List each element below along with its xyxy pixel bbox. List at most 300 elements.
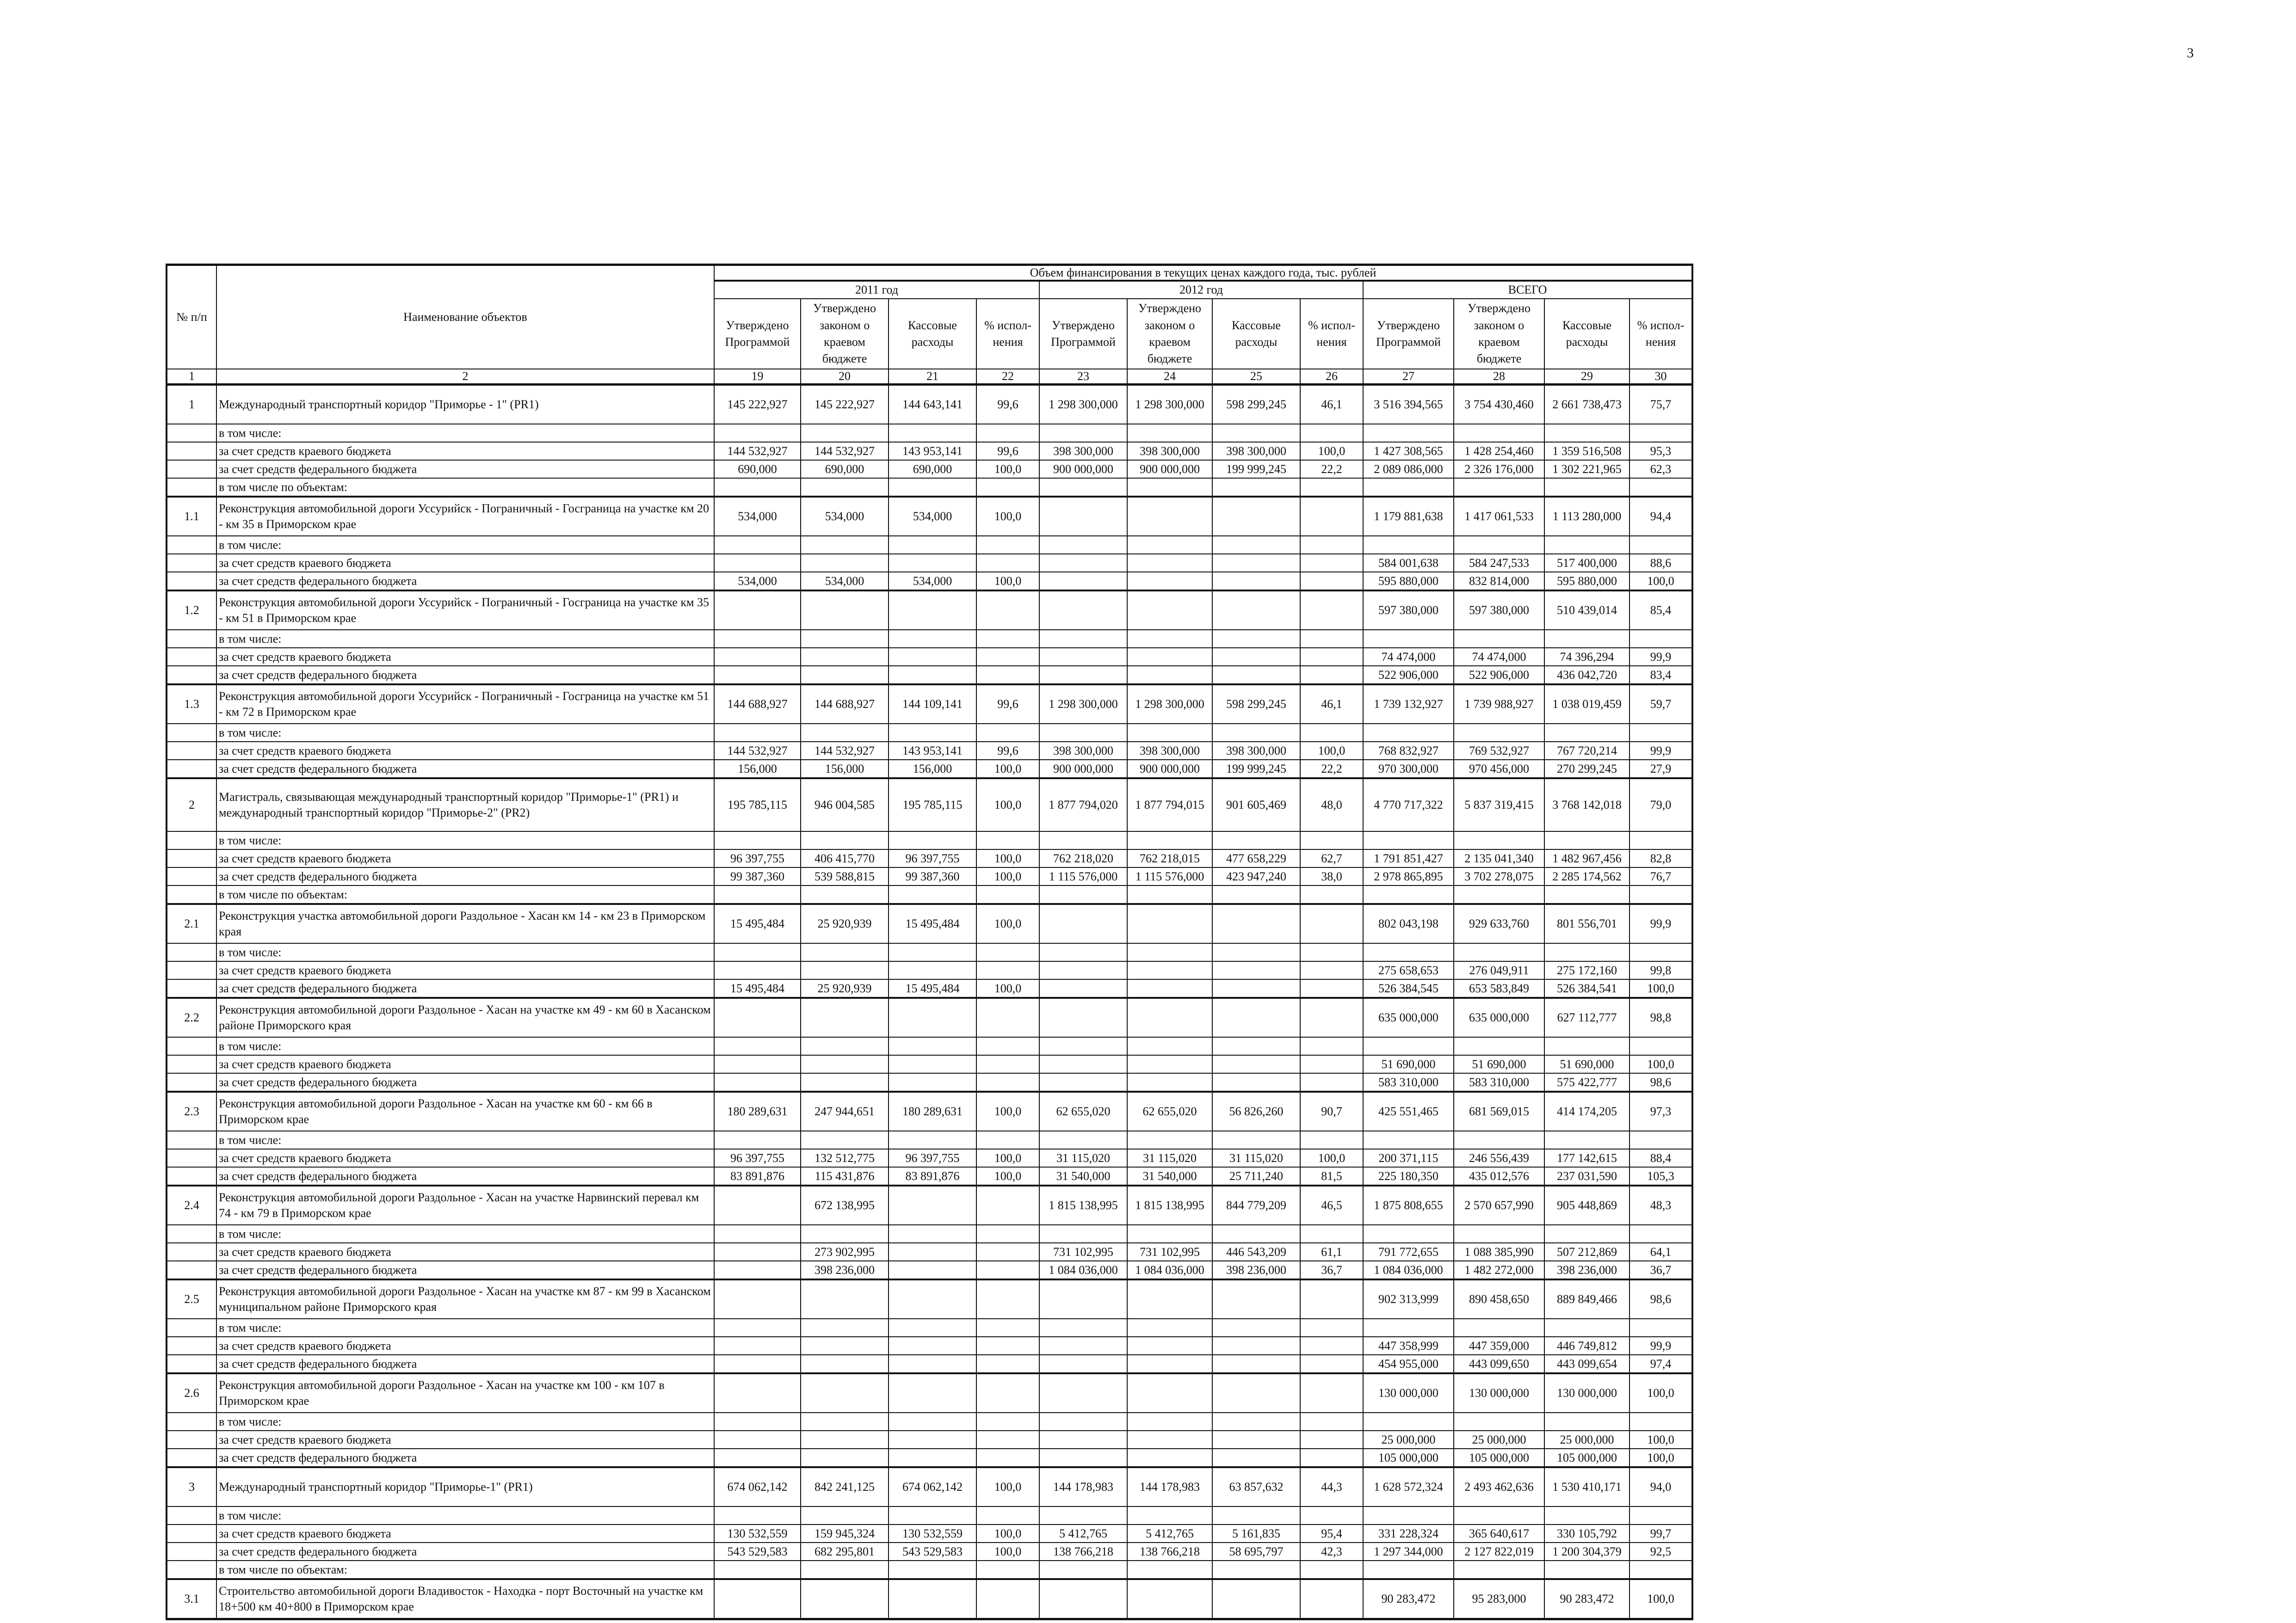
table-row (167, 590, 1692, 630)
value-cell-col-29: 237 031,590 (1544, 1167, 1629, 1186)
value-cell-col-23 (1039, 572, 1127, 590)
value-cell-col-20: 534,000 (801, 572, 889, 590)
value-cell-col-30: 27,9 (1629, 760, 1692, 778)
value-cell-col-29 (1544, 424, 1629, 442)
table-subrow (167, 1131, 1692, 1149)
value-cell-col-25 (1212, 831, 1300, 849)
value-cell-col-28: 435 012,576 (1454, 1167, 1544, 1186)
value-cell-col-25: 423 947,240 (1212, 867, 1300, 885)
value-cell-col-25 (1212, 536, 1300, 554)
value-cell-col-21: 180 289,631 (889, 1092, 976, 1131)
value-cell-col-28: 970 456,000 (1454, 760, 1544, 778)
value-cell-col-28 (1454, 1413, 1544, 1431)
value-cell-col-26 (1300, 885, 1363, 904)
object-name: за счет средств федерального бюджета (216, 867, 714, 885)
value-cell-col-28: 635 000,000 (1454, 998, 1544, 1037)
value-cell-col-30: 98,8 (1629, 998, 1692, 1037)
value-cell-col-26 (1300, 478, 1363, 497)
table-subrow (167, 867, 1692, 885)
value-cell-col-23 (1039, 1449, 1127, 1467)
value-cell-col-20: 672 138,995 (801, 1186, 889, 1225)
row-number: 1 (167, 385, 216, 424)
value-cell-col-30 (1629, 1319, 1692, 1337)
value-cell-col-24 (1127, 478, 1212, 497)
value-cell-col-21: 156,000 (889, 760, 976, 778)
value-cell-col-24: 398 300,000 (1127, 742, 1212, 760)
value-cell-col-23: 1 115 576,000 (1039, 867, 1127, 885)
value-cell-col-30 (1629, 1131, 1692, 1149)
value-cell-col-27: 425 551,465 (1363, 1092, 1454, 1131)
value-cell-col-30: 83,4 (1629, 666, 1692, 684)
value-cell-col-20 (801, 1579, 889, 1619)
value-cell-col-22 (976, 1561, 1039, 1579)
value-cell-col-24: 900 000,000 (1127, 460, 1212, 478)
value-cell-col-27: 1 791 851,427 (1363, 849, 1454, 867)
value-cell-col-30: 59,7 (1629, 684, 1692, 724)
value-cell-col-29: 177 142,615 (1544, 1149, 1629, 1167)
value-cell-col-20 (801, 1037, 889, 1055)
table-subrow (167, 943, 1692, 961)
value-cell-col-24: 900 000,000 (1127, 760, 1212, 778)
value-cell-col-30 (1629, 1561, 1692, 1579)
value-cell-col-30: 100,0 (1629, 1579, 1692, 1619)
value-cell-col-23 (1039, 1037, 1127, 1055)
value-cell-col-24 (1127, 943, 1212, 961)
row-number: 2.2 (167, 998, 216, 1037)
value-cell-col-30: 85,4 (1629, 590, 1692, 630)
value-cell-col-29 (1544, 630, 1629, 648)
value-cell-col-21 (889, 1243, 976, 1261)
value-cell-col-25 (1212, 904, 1300, 943)
row-number (167, 1355, 216, 1373)
value-cell-col-20: 115 431,876 (801, 1167, 889, 1186)
value-cell-col-24 (1127, 1561, 1212, 1579)
value-cell-col-25 (1212, 590, 1300, 630)
value-cell-col-25 (1212, 648, 1300, 666)
value-cell-col-27: 768 832,927 (1363, 742, 1454, 760)
value-cell-col-25 (1212, 666, 1300, 684)
value-cell-col-29 (1544, 724, 1629, 742)
subhead-percent-executed: % испол-нения (1629, 299, 1692, 369)
value-cell-col-30: 94,0 (1629, 1467, 1692, 1506)
value-cell-col-23: 398 300,000 (1039, 742, 1127, 760)
object-name: в том числе: (216, 1319, 714, 1337)
value-cell-col-23: 31 115,020 (1039, 1149, 1127, 1167)
value-cell-col-23 (1039, 590, 1127, 630)
value-cell-col-21 (889, 1337, 976, 1355)
value-cell-col-21: 15 495,484 (889, 979, 976, 998)
value-cell-col-20 (801, 1561, 889, 1579)
value-cell-col-20: 145 222,927 (801, 385, 889, 424)
value-cell-col-21: 15 495,484 (889, 904, 976, 943)
value-cell-col-27 (1363, 724, 1454, 742)
value-cell-col-26: 61,1 (1300, 1243, 1363, 1261)
value-cell-col-24 (1127, 497, 1212, 536)
value-cell-col-26 (1300, 424, 1363, 442)
header-col-num: № п/п (167, 265, 216, 369)
value-cell-col-28 (1454, 1037, 1544, 1055)
value-cell-col-29 (1544, 1225, 1629, 1243)
value-cell-col-20 (801, 1373, 889, 1413)
value-cell-col-19 (714, 1355, 801, 1373)
object-name: за счет средств краевого бюджета (216, 1055, 714, 1073)
value-cell-col-21: 144 109,141 (889, 684, 976, 724)
row-number: 2.4 (167, 1186, 216, 1225)
value-cell-col-27 (1363, 1506, 1454, 1525)
row-number (167, 554, 216, 572)
financing-table (166, 264, 1693, 1620)
value-cell-col-28: 2 135 041,340 (1454, 849, 1544, 867)
row-number (167, 867, 216, 885)
column-number: 27 (1363, 369, 1454, 385)
value-cell-col-25 (1212, 497, 1300, 536)
value-cell-col-28 (1454, 536, 1544, 554)
value-cell-col-24 (1127, 1355, 1212, 1373)
value-cell-col-25: 199 999,245 (1212, 760, 1300, 778)
object-name: за счет средств краевого бюджета (216, 648, 714, 666)
value-cell-col-22: 100,0 (976, 760, 1039, 778)
value-cell-col-20 (801, 1413, 889, 1431)
value-cell-col-25 (1212, 1037, 1300, 1055)
value-cell-col-23 (1039, 1579, 1127, 1619)
value-cell-col-25: 31 115,020 (1212, 1149, 1300, 1167)
value-cell-col-29 (1544, 478, 1629, 497)
row-number (167, 1449, 216, 1467)
value-cell-col-20 (801, 1319, 889, 1337)
table-row (167, 1373, 1692, 1413)
value-cell-col-27: 1 084 036,000 (1363, 1261, 1454, 1279)
value-cell-col-20 (801, 943, 889, 961)
value-cell-col-28: 583 310,000 (1454, 1073, 1544, 1092)
value-cell-col-25 (1212, 724, 1300, 742)
row-number (167, 1561, 216, 1579)
row-number (167, 1167, 216, 1186)
value-cell-col-21 (889, 1373, 976, 1413)
value-cell-col-26 (1300, 1337, 1363, 1355)
value-cell-col-27: 2 978 865,895 (1363, 867, 1454, 885)
value-cell-col-25 (1212, 1561, 1300, 1579)
table-subrow (167, 1037, 1692, 1055)
value-cell-col-30: 62,3 (1629, 460, 1692, 478)
table-subrow (167, 1337, 1692, 1355)
object-name: Международный транспортный коридор "Приморье-1" (PR1) (216, 1467, 714, 1506)
object-name: Международный транспортный коридор "Приморье - 1" (PR1) (216, 385, 714, 424)
value-cell-col-21 (889, 1225, 976, 1243)
value-cell-col-29: 436 042,720 (1544, 666, 1629, 684)
value-cell-col-27: 200 371,115 (1363, 1149, 1454, 1167)
row-number (167, 630, 216, 648)
row-number: 1.1 (167, 497, 216, 536)
value-cell-col-22: 100,0 (976, 1167, 1039, 1186)
row-number (167, 742, 216, 760)
table-row (167, 1467, 1692, 1506)
value-cell-col-22 (976, 885, 1039, 904)
value-cell-col-26 (1300, 1413, 1363, 1431)
value-cell-col-24 (1127, 1337, 1212, 1355)
object-name: в том числе: (216, 630, 714, 648)
header-col-name: Наименование объектов (216, 265, 714, 369)
value-cell-col-29: 801 556,701 (1544, 904, 1629, 943)
value-cell-col-23: 31 540,000 (1039, 1167, 1127, 1186)
object-name: за счет средств федерального бюджета (216, 572, 714, 590)
object-name: за счет средств краевого бюджета (216, 849, 714, 867)
value-cell-col-28: 2 127 822,019 (1454, 1543, 1544, 1561)
value-cell-col-27 (1363, 1037, 1454, 1055)
value-cell-col-22: 99,6 (976, 742, 1039, 760)
table-subrow (167, 961, 1692, 979)
value-cell-col-30 (1629, 943, 1692, 961)
value-cell-col-19 (714, 961, 801, 979)
value-cell-col-24: 1 877 794,015 (1127, 778, 1212, 831)
value-cell-col-30: 48,3 (1629, 1186, 1692, 1225)
row-number (167, 572, 216, 590)
value-cell-col-26 (1300, 904, 1363, 943)
value-cell-col-20: 842 241,125 (801, 1467, 889, 1506)
table-row (167, 1092, 1692, 1131)
object-name: за счет средств федерального бюджета (216, 1167, 714, 1186)
value-cell-col-22: 100,0 (976, 867, 1039, 885)
value-cell-col-19 (714, 1055, 801, 1073)
row-number (167, 885, 216, 904)
value-cell-col-25: 5 161,835 (1212, 1525, 1300, 1543)
object-name: Реконструкция автомобильной дороги Уссурийск - Пограничный - Госграница на участке км 35 - км 51 в Приморском крае (216, 590, 714, 630)
value-cell-col-30: 100,0 (1629, 1431, 1692, 1449)
value-cell-col-24: 1 115 576,000 (1127, 867, 1212, 885)
value-cell-col-25 (1212, 572, 1300, 590)
value-cell-col-25 (1212, 979, 1300, 998)
value-cell-col-27 (1363, 424, 1454, 442)
value-cell-col-23 (1039, 424, 1127, 442)
value-cell-col-30: 95,3 (1629, 442, 1692, 460)
subhead-approved-law: Утверждено законом о краевом бюджете (801, 299, 889, 369)
value-cell-col-29 (1544, 885, 1629, 904)
value-cell-col-29: 2 661 738,473 (1544, 385, 1629, 424)
row-number (167, 1543, 216, 1561)
value-cell-col-20: 156,000 (801, 760, 889, 778)
value-cell-col-24 (1127, 1055, 1212, 1073)
row-number: 2.3 (167, 1092, 216, 1131)
table-subrow (167, 1431, 1692, 1449)
header-total: ВСЕГО (1363, 281, 1692, 299)
object-name: в том числе: (216, 1225, 714, 1243)
value-cell-col-28: 2 493 462,636 (1454, 1467, 1544, 1506)
value-cell-col-20 (801, 1225, 889, 1243)
table-subrow (167, 1449, 1692, 1467)
value-cell-col-21 (889, 1055, 976, 1073)
value-cell-col-21: 534,000 (889, 497, 976, 536)
value-cell-col-23 (1039, 1373, 1127, 1413)
column-number: 22 (976, 369, 1039, 385)
value-cell-col-26 (1300, 497, 1363, 536)
value-cell-col-24 (1127, 572, 1212, 590)
value-cell-col-21 (889, 961, 976, 979)
table-subrow (167, 849, 1692, 867)
value-cell-col-23: 1 298 300,000 (1039, 684, 1127, 724)
value-cell-col-26 (1300, 554, 1363, 572)
value-cell-col-28 (1454, 1225, 1544, 1243)
header-funding-title: Объем финансирования в текущих ценах каждого года, тыс. рублей (714, 265, 1692, 281)
value-cell-col-19: 15 495,484 (714, 979, 801, 998)
value-cell-col-25: 844 779,209 (1212, 1186, 1300, 1225)
table-row (167, 904, 1692, 943)
value-cell-col-28: 25 000,000 (1454, 1431, 1544, 1449)
object-name: в том числе: (216, 1413, 714, 1431)
value-cell-col-28 (1454, 724, 1544, 742)
value-cell-col-19: 15 495,484 (714, 904, 801, 943)
object-name: в том числе: (216, 536, 714, 554)
table-row (167, 778, 1692, 831)
object-name: Реконструкция автомобильной дороги Раздольное - Хасан на участке км 49 - км 60 в Хасанском районе Приморского края (216, 998, 714, 1037)
value-cell-col-29: 398 236,000 (1544, 1261, 1629, 1279)
value-cell-col-22: 100,0 (976, 849, 1039, 867)
value-cell-col-23: 5 412,765 (1039, 1525, 1127, 1543)
value-cell-col-25: 398 236,000 (1212, 1261, 1300, 1279)
value-cell-col-19 (714, 1261, 801, 1279)
object-name: Реконструкция автомобильной дороги Раздольное - Хасан на участке км 60 - км 66 в Приморском крае (216, 1092, 714, 1131)
value-cell-col-24: 762 218,015 (1127, 849, 1212, 867)
value-cell-col-24 (1127, 1037, 1212, 1055)
value-cell-col-27: 25 000,000 (1363, 1431, 1454, 1449)
value-cell-col-30: 100,0 (1629, 1055, 1692, 1073)
row-number: 1.3 (167, 684, 216, 724)
value-cell-col-28: 522 906,000 (1454, 666, 1544, 684)
value-cell-col-20: 144 532,927 (801, 742, 889, 760)
row-number: 2.6 (167, 1373, 216, 1413)
value-cell-col-26 (1300, 1561, 1363, 1579)
value-cell-col-24: 5 412,765 (1127, 1525, 1212, 1543)
value-cell-col-26: 100,0 (1300, 1149, 1363, 1167)
value-cell-col-27 (1363, 478, 1454, 497)
value-cell-col-21 (889, 1506, 976, 1525)
object-name: за счет средств федерального бюджета (216, 1355, 714, 1373)
value-cell-col-21 (889, 554, 976, 572)
value-cell-col-29: 905 448,869 (1544, 1186, 1629, 1225)
object-name: за счет средств краевого бюджета (216, 1149, 714, 1167)
row-number (167, 536, 216, 554)
value-cell-col-19: 180 289,631 (714, 1092, 801, 1131)
value-cell-col-28: 3 702 278,075 (1454, 867, 1544, 885)
value-cell-col-28: 51 690,000 (1454, 1055, 1544, 1073)
value-cell-col-27: 4 770 717,322 (1363, 778, 1454, 831)
value-cell-col-25: 199 999,245 (1212, 460, 1300, 478)
value-cell-col-25 (1212, 1506, 1300, 1525)
value-cell-col-21 (889, 536, 976, 554)
value-cell-col-27: 1 179 881,638 (1363, 497, 1454, 536)
value-cell-col-28 (1454, 478, 1544, 497)
page-number: 3 (2187, 45, 2194, 61)
value-cell-col-30: 100,0 (1629, 572, 1692, 590)
value-cell-col-22: 100,0 (976, 497, 1039, 536)
value-cell-col-28: 1 428 254,460 (1454, 442, 1544, 460)
value-cell-col-24 (1127, 1373, 1212, 1413)
value-cell-col-20 (801, 536, 889, 554)
value-cell-col-24 (1127, 630, 1212, 648)
object-name: в том числе: (216, 1037, 714, 1055)
value-cell-col-24: 144 178,983 (1127, 1467, 1212, 1506)
value-cell-col-24 (1127, 1225, 1212, 1243)
value-cell-col-24 (1127, 1579, 1212, 1619)
value-cell-col-29 (1544, 831, 1629, 849)
value-cell-col-23 (1039, 1355, 1127, 1373)
value-cell-col-26 (1300, 1055, 1363, 1073)
value-cell-col-30: 97,3 (1629, 1092, 1692, 1131)
table-subrow (167, 1167, 1692, 1186)
value-cell-col-29: 767 720,214 (1544, 742, 1629, 760)
value-cell-col-27: 1 297 344,000 (1363, 1543, 1454, 1561)
value-cell-col-29: 2 285 174,562 (1544, 867, 1629, 885)
value-cell-col-29: 510 439,014 (1544, 590, 1629, 630)
value-cell-col-23 (1039, 1431, 1127, 1449)
value-cell-col-26 (1300, 1279, 1363, 1319)
value-cell-col-30: 75,7 (1629, 385, 1692, 424)
object-name: Реконструкция автомобильной дороги Уссурийск - Пограничный - Госграница на участке км 51 - км 72 в Приморском крае (216, 684, 714, 724)
value-cell-col-24 (1127, 831, 1212, 849)
value-cell-col-29: 51 690,000 (1544, 1055, 1629, 1073)
value-cell-col-19: 534,000 (714, 572, 801, 590)
value-cell-col-27: 526 384,545 (1363, 979, 1454, 998)
value-cell-col-24: 1 298 300,000 (1127, 684, 1212, 724)
value-cell-col-29 (1544, 943, 1629, 961)
value-cell-col-19: 534,000 (714, 497, 801, 536)
table-subrow (167, 1055, 1692, 1073)
value-cell-col-23 (1039, 1337, 1127, 1355)
value-cell-col-24 (1127, 979, 1212, 998)
object-name: в том числе: (216, 831, 714, 849)
value-cell-col-20: 946 004,585 (801, 778, 889, 831)
value-cell-col-24 (1127, 648, 1212, 666)
value-cell-col-26: 46,1 (1300, 684, 1363, 724)
value-cell-col-23 (1039, 1279, 1127, 1319)
value-cell-col-25: 598 299,245 (1212, 684, 1300, 724)
value-cell-col-19 (714, 554, 801, 572)
row-number (167, 1225, 216, 1243)
subhead-approved-program: Утверждено Программой (714, 299, 801, 369)
column-number: 28 (1454, 369, 1544, 385)
value-cell-col-28: 1 739 988,927 (1454, 684, 1544, 724)
value-cell-col-27: 1 875 808,655 (1363, 1186, 1454, 1225)
value-cell-col-19: 96 397,755 (714, 849, 801, 867)
value-cell-col-30: 98,6 (1629, 1073, 1692, 1092)
subhead-cash-expenses: Кассовые расходы (889, 299, 976, 369)
column-number: 19 (714, 369, 801, 385)
value-cell-col-22: 100,0 (976, 1092, 1039, 1131)
value-cell-col-21 (889, 1037, 976, 1055)
value-cell-col-20 (801, 590, 889, 630)
value-cell-col-29: 889 849,466 (1544, 1279, 1629, 1319)
value-cell-col-25 (1212, 1449, 1300, 1467)
value-cell-col-28: 95 283,000 (1454, 1579, 1544, 1619)
value-cell-col-20: 159 945,324 (801, 1525, 889, 1543)
table-subrow (167, 460, 1692, 478)
value-cell-col-21 (889, 1073, 976, 1092)
value-cell-col-29: 1 302 221,965 (1544, 460, 1629, 478)
column-number: 2 (216, 369, 714, 385)
table-row (167, 684, 1692, 724)
value-cell-col-28: 1 088 385,990 (1454, 1243, 1544, 1261)
value-cell-col-21: 96 397,755 (889, 849, 976, 867)
value-cell-col-28: 681 569,015 (1454, 1092, 1544, 1131)
value-cell-col-19 (714, 1131, 801, 1149)
value-cell-col-19 (714, 1073, 801, 1092)
value-cell-col-20 (801, 424, 889, 442)
value-cell-col-30 (1629, 1037, 1692, 1055)
value-cell-col-27: 331 228,324 (1363, 1525, 1454, 1543)
value-cell-col-19 (714, 648, 801, 666)
value-cell-col-28: 443 099,650 (1454, 1355, 1544, 1373)
value-cell-col-22: 100,0 (976, 904, 1039, 943)
value-cell-col-20 (801, 1337, 889, 1355)
value-cell-col-21 (889, 1431, 976, 1449)
